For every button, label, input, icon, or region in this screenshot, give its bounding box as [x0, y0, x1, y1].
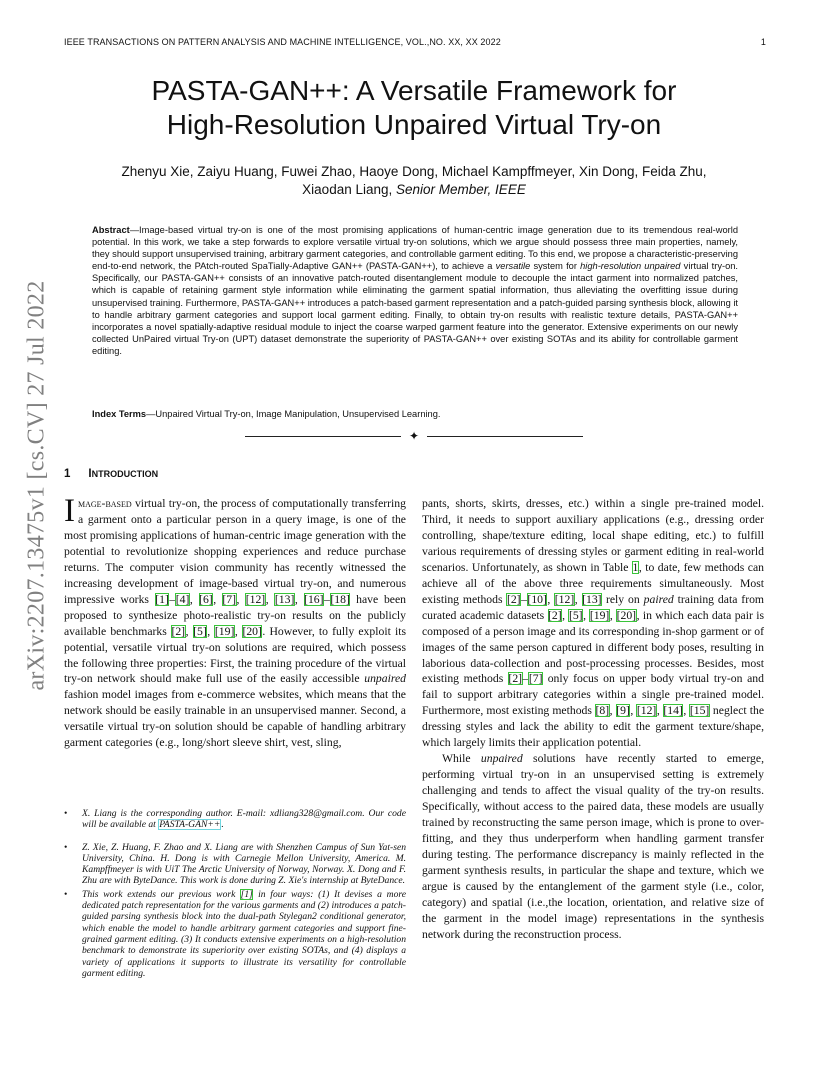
title-line-2: High-Resolution Unpaired Virtual Try-on: [166, 109, 662, 140]
citation-link[interactable]: [10]: [527, 592, 547, 606]
body-column-left: [64, 493, 407, 751]
citation-link[interactable]: [6]: [199, 592, 213, 606]
body-text: ,: [234, 624, 242, 638]
body-paragraph: [422, 496, 764, 751]
citation-link[interactable]: [19]: [589, 608, 610, 622]
body-text: –: [521, 592, 527, 606]
drop-cap: I: [64, 493, 75, 529]
section-title-rest: NTRODUCTION: [91, 469, 159, 479]
body-text: fashion model images from e-commerce websites, which means that the network should be easily trainable in an unsupervised manner. Second, a versatile virtual try-on solution should be capable of handling arbitrary garment categories (e.g., long/short sleeve shirt, vest, sling,: [64, 688, 406, 750]
footnote-text: in four ways: (1) It devises a more dedicated patch representation for the various garments and (2) introduces a patch-guided parsing synthesis block into the dual-path Stylegan2 conditional generator, which enable the model to handle arbitrary garment categories and support fine-grained garment editing. (3) It conducts extensive experiments on a high-resolution benchmark to demonstrate its superiority over existing SOTAs, and (4) displays a variety of applications it supports to illustrate its versatility for controllable garment editing.: [82, 888, 407, 979]
abstract-text: virtual try-on. Specifically, our PASTA-GAN++ consists of an innovative patch-routed disentanglement module to decouple the intact garment into normalized patches, which is capable of retaining garment style information while eliminating the garment spatial information, thus alleviating the overfitting issue during unsupervised training. Furthermore, PASTA-GAN++ introduces a patch-based garment representation and a patch-guided parsing synthesis block, allowing it to handle arbitrary garment categories and support local garment editing. Finally, to obtain try-on results with realistic texture details, PASTA-GAN++ incorporates a novel spatially-adaptive residual module to inject the coarse warped garment feature into the generator. Extensive experiments on our newly collected UnPaired virtual Try-on (UPT) dataset demonstrate the superiority of PASTA-GAN++ over existing SOTAs and its ability for controllable garment editing.: [92, 261, 739, 356]
citation-link[interactable]: [12]: [554, 592, 575, 606]
separator-line: [427, 436, 583, 437]
body-text: ,: [562, 608, 569, 622]
citation-link[interactable]: [1]: [240, 888, 253, 900]
body-text: ,: [185, 624, 193, 638]
author-list: [80, 163, 748, 199]
body-text: only focus on upper body virtual try-on and fail to support arbitrary categories within a single pre-trained model. Furthermore, most existing methods: [422, 672, 764, 718]
body-text: –: [324, 592, 330, 606]
citation-link[interactable]: [18]: [330, 592, 350, 606]
body-text: neglect the dressing styles and lack the ability to edit the garment texture/shape, which largely limits their application potential.: [422, 704, 765, 750]
body-text: ,: [583, 608, 590, 622]
citation-link[interactable]: [5]: [568, 608, 583, 622]
authors-line-1: Zhenyu Xie, Zaiyu Huang, Fuwei Zhao, Haoye Dong, Michael Kampffmeyer, Xin Dong, Feida Zhu,: [121, 164, 707, 179]
body-emphasis: paired: [643, 592, 674, 606]
abstract-emphasis: versatile: [495, 261, 531, 272]
citation-link[interactable]: [20]: [616, 608, 637, 622]
footnote-text: X. Liang is the corresponding author. E-mail: xdliang328@gmail.com. Our code will be available at: [82, 808, 406, 831]
body-text: –: [169, 592, 176, 606]
footnote-corresponding: [64, 808, 406, 831]
body-emphasis: unpaired: [364, 672, 406, 686]
body-text: ,: [547, 592, 555, 606]
abstract-text: —Image-based virtual try-on is one of the most promising applications of human-centric image generation due to its tremendous real-world potential. In this work, we take a step forwards to explore versatile virtual try-on solutions, which we argue should possess three main properties, namely, they should support unsupervised training, arbitrary garment categories, and controllable garment editing. To this end, we propose a characteristic-preserving end-to-end network, the PAtch-routed SpaTially-Adaptive GAN++ (PASTA-GAN++), to achieve a: [92, 225, 738, 272]
arxiv-stamp: [22, 279, 52, 691]
citation-link[interactable]: [15]: [689, 704, 710, 718]
body-paragraph: [422, 751, 764, 942]
body-text: pants, shorts, skirts, dresses, etc.) within a single pre-trained model. Third, it needs to support auxiliary applications (e.g., dressing order controlling, shape/texture editing, local shape editing, etc.) to fulfill various requirements of dressing styles or garment editing in real-world scenarios. Unfortunately, as shown in Table: [422, 497, 764, 574]
running-head: [64, 37, 766, 47]
body-text: ,: [189, 592, 199, 606]
citation-link[interactable]: [5]: [193, 624, 207, 638]
index-terms-text: —Unpaired Virtual Try-on, Image Manipulation, Unsupervised Learning.: [146, 409, 441, 419]
small-caps-lead: mage-based: [78, 497, 132, 510]
citation-link[interactable]: [13]: [582, 592, 602, 606]
body-text: ,: [207, 624, 215, 638]
abstract-label: Abstract: [92, 225, 130, 235]
body-text: , in which each data pair is composed of a person image and its corresponding in-shop garment or of images of the same person captured in different body poses, resulting in laborious data-collection and post-processing processes. Besides, most existing methods: [422, 608, 765, 686]
footnote-affiliations: • Z. Xie, Z. Huang, F. Zhao and X. Liang are with Shenzhen Campus of Sun Yat-sen University, China. H. Dong is with Carnegie Mellon University, America. M. Kampffmeyer is with UiT The Arctic University of Norway, Norway. X. Dong and F. Zhu are with ByteDance. This work is done during Z. Xie's internship at ByteDance.: [64, 842, 406, 887]
citation-link[interactable]: [14]: [663, 704, 683, 718]
body-text: ,: [683, 704, 690, 718]
title-line-1: PASTA-GAN++: A Versatile Framework for: [151, 75, 677, 106]
section-title-initial: I: [88, 468, 92, 480]
code-link[interactable]: PASTA-GAN++: [159, 819, 221, 831]
table-link[interactable]: 1: [632, 560, 639, 574]
intro-paragraph: [64, 493, 407, 751]
body-text: ,: [609, 704, 616, 718]
body-text: solutions have recently started to emerge, performing virtual try-on in an unsupervised setting is extremely challenging and tends to affect the visual quality of the try-on results. Specifically, without access to the paired data, these models are usually trained by reconstructing the same person image, which is prone to over-fitting, and they thus underperform when handling garment transfer during testing. The performance discrepancy is mainly reflected in the garment synthesis results, in particular the shape and texture, which we argue is caused by the entanglement of the garment style (i.e., color, category) and spatial (i.e.,the location, orientation, and relative size of the garment in the model image) representations in the synthesis network during the reconstruction process.: [422, 752, 764, 941]
citation-link[interactable]: [20]: [242, 624, 262, 638]
body-column-right: [422, 496, 764, 943]
body-text: . However, to fully exploit its potential, versatile virtual try-on solutions are required, which possess the following three properties: First, the training procedure of the virtual try-on network should make full use of the easily accessible: [64, 624, 407, 686]
citation-link[interactable]: [8]: [595, 704, 610, 718]
footnotes: [64, 808, 406, 990]
footnote-extension: [64, 889, 406, 979]
body-text: , to date, few methods can achieve all of the above three requirements simultaneously. Most existing methods: [422, 560, 764, 606]
citation-link[interactable]: [2]: [506, 592, 521, 606]
section-separator: [245, 428, 583, 444]
separator-line: [245, 436, 401, 437]
body-text: training data from curated academic datasets: [422, 592, 765, 622]
body-text: ,: [213, 592, 222, 606]
citation-link[interactable]: [4]: [175, 592, 190, 606]
abstract-emphasis: high-resolution unpaired: [580, 261, 681, 272]
page-number: 1: [760, 37, 766, 47]
citation-link[interactable]: [13]: [274, 592, 295, 606]
citation-link[interactable]: [7]: [222, 592, 237, 606]
citation-link[interactable]: [19]: [214, 624, 235, 638]
footnote-text: This work extends our previous work: [82, 888, 241, 900]
citation-link[interactable]: [2]: [171, 624, 186, 638]
body-text: rely on: [602, 592, 644, 606]
citation-link[interactable]: [12]: [245, 592, 266, 606]
section-number: 1: [64, 468, 71, 480]
arxiv-identifier: arXiv:2207.13475v1 [cs.CV] 27 Jul 2022: [23, 279, 50, 691]
body-text: While: [442, 752, 481, 766]
body-text: ,: [630, 704, 637, 718]
body-text: ,: [574, 592, 582, 606]
separator-star-icon: ✦: [408, 429, 420, 443]
citation-link[interactable]: [16]: [304, 592, 324, 606]
abstract: [92, 224, 738, 357]
authors-line-2: Xiaodan Liang,: [302, 182, 393, 197]
body-text: have been proposed to synthesize photo-realistic try-on results on the publicly available benchmarks: [64, 592, 407, 638]
citation-link[interactable]: [12]: [636, 704, 657, 718]
index-terms-label: Index Terms: [92, 409, 147, 419]
section-heading: [64, 468, 158, 480]
citation-link[interactable]: [2]: [548, 608, 562, 622]
citation-link[interactable]: [9]: [616, 704, 630, 718]
journal-name: IEEE TRANSACTIONS ON PATTERN ANALYSIS AND MACHINE INTELLIGENCE, VOL.,NO. XX, XX 2022: [64, 37, 501, 47]
footnote-rule: [64, 800, 406, 802]
index-terms: [92, 408, 738, 420]
body-text: ,: [656, 704, 663, 718]
citation-link[interactable]: [1]: [155, 592, 169, 606]
body-text: ,: [609, 608, 617, 622]
body-text: virtual try-on, the process of computationally transferring a garment onto a particular person in a query image, is one of the most promising applications of human-centric image generation with the potential to revolutionize shopping experiences and reduce purchase returns. The computer vision community has recently witnessed the increasing development of image-based virtual try-on, and numerous impressive works: [64, 497, 406, 606]
citation-link[interactable]: [2]: [508, 672, 523, 686]
body-text: –: [522, 672, 529, 686]
body-emphasis: unpaired: [480, 752, 523, 766]
footnote-text: .: [221, 819, 224, 831]
body-text: ,: [294, 592, 304, 606]
body-text: ,: [236, 592, 246, 606]
author-role: Senior Member, IEEE: [396, 182, 526, 197]
body-text: ,: [265, 592, 275, 606]
abstract-text: system for: [530, 261, 581, 272]
citation-link[interactable]: [7]: [528, 672, 543, 686]
paper-title: [90, 74, 738, 142]
